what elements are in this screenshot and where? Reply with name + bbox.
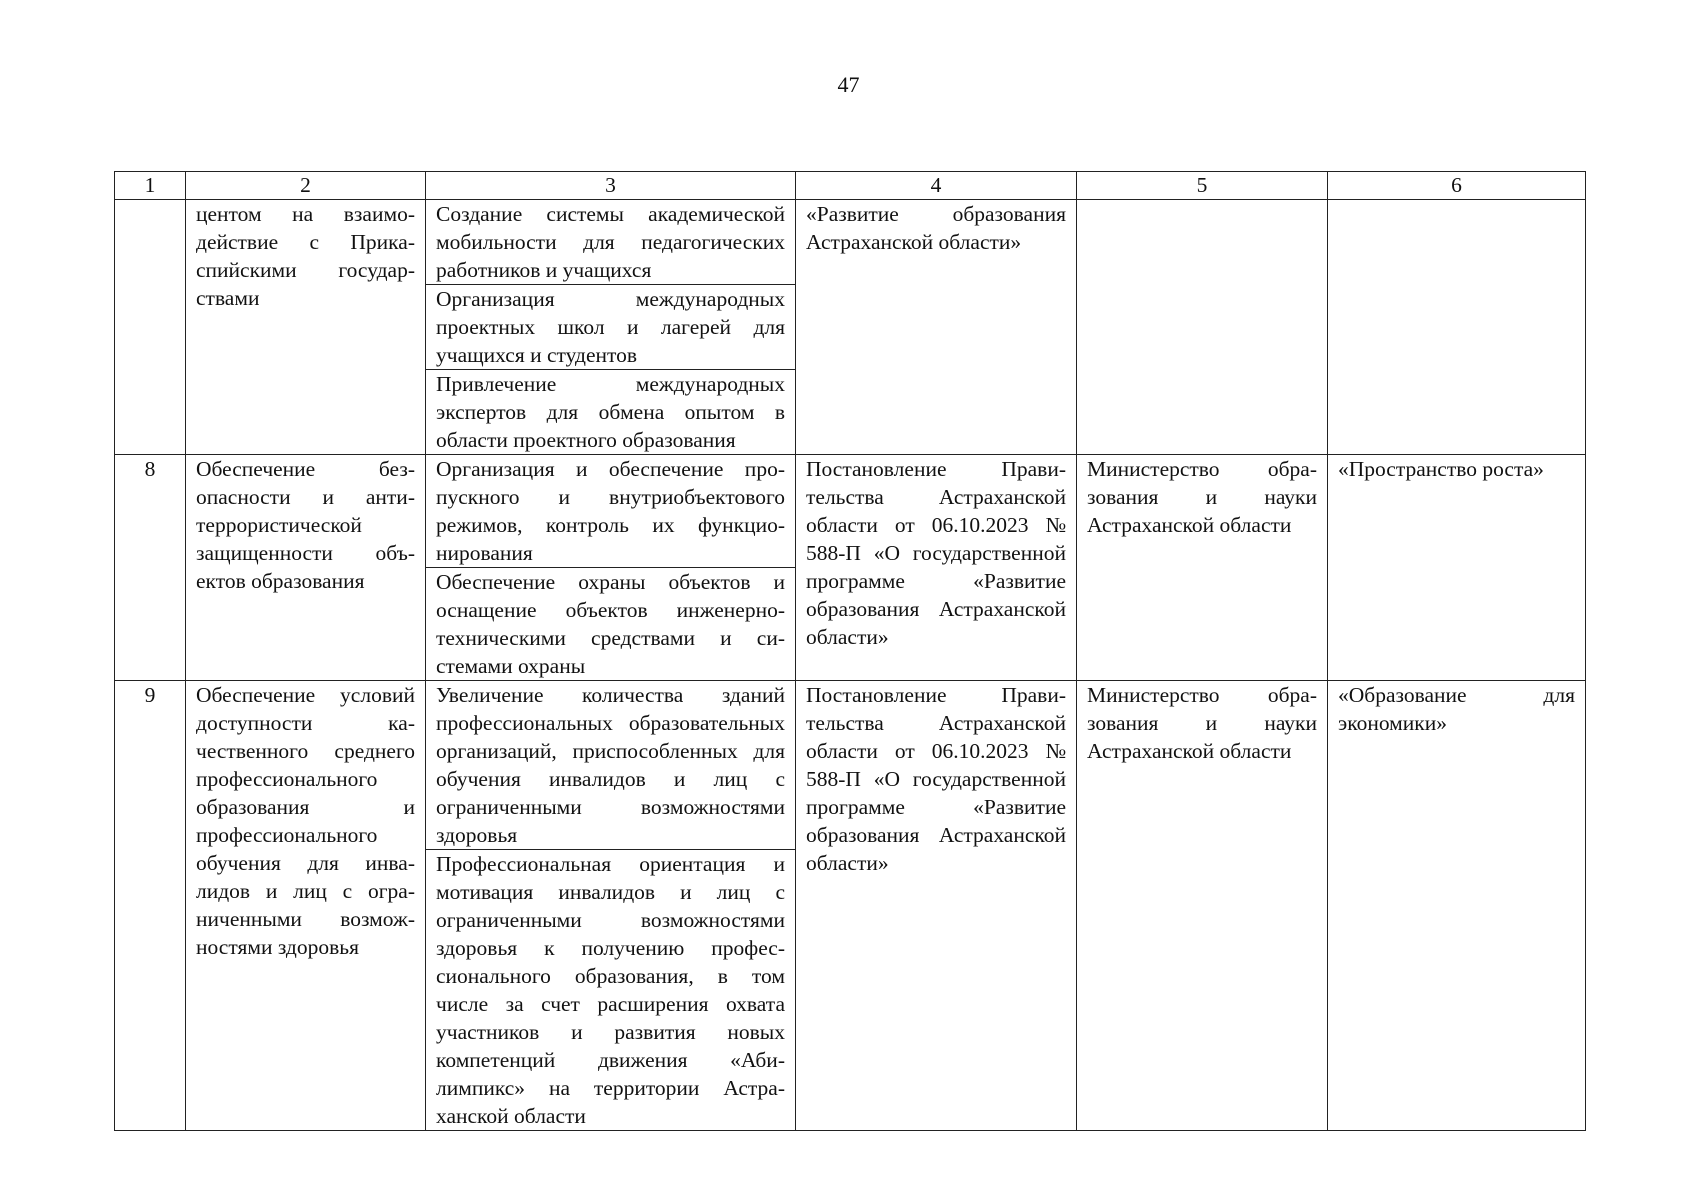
executor-cell: Министерство образования и науки Астраханской области xyxy=(1077,681,1328,1131)
header-cell: 4 xyxy=(796,172,1077,200)
page-number: 47 xyxy=(837,72,860,97)
task-cell: Обеспечение условий доступности качественного среднего профессионального образования и профессионального обучения для инвалидов и лиц с ограниченными возможностями здоровья xyxy=(186,681,426,1131)
table-row xyxy=(115,455,1586,681)
header-cell: 6 xyxy=(1328,172,1586,200)
header-cell: 1 xyxy=(115,172,186,200)
project-cell: «Пространство роста» xyxy=(1328,455,1586,681)
measure-item: Привлечение международных экспертов для обмена опытом в области проектного образования xyxy=(426,369,795,454)
measure-item: Обеспечение охраны объектов и оснащение объектов инженерно-техническими средствами и системами охраны xyxy=(426,567,795,680)
document-cell: «Развитие образования Астраханской области» xyxy=(796,200,1077,455)
measures-cell xyxy=(426,681,796,1131)
header-cell: 2 xyxy=(186,172,426,200)
measure-item: Профессиональная ориентация и мотивация инвалидов и лиц с ограниченными возможностями здоровья к получению профессионального образования, в том числе за счет расширения охвата участников и развития новых компетенций движения «Абилимпикс» на территории Астраханской области xyxy=(426,849,795,1130)
document-cell: Постановление Правительства Астраханской области от 06.10.2023 № 588-П «О государственной программе «Развитие образования Астраханской области» xyxy=(796,455,1077,681)
header-cell: 3 xyxy=(426,172,796,200)
row-number: 9 xyxy=(115,681,186,1131)
measures-cell xyxy=(426,200,796,455)
project-cell xyxy=(1328,200,1586,455)
measure-item: Создание системы академической мобильности для педагогических работников и учащихся xyxy=(436,202,785,282)
header-cell: 5 xyxy=(1077,172,1328,200)
measure-item: Увеличение количества зданий профессиональных образовательных организаций, приспособленных для обучения инвалидов и лиц с ограниченными возможностями здоровья xyxy=(436,683,785,847)
table-row xyxy=(115,681,1586,1131)
measure-item: Организация международных проектных школ и лагерей для учащихся и студентов xyxy=(426,284,795,369)
measures-table xyxy=(114,171,1586,1131)
measures-cell xyxy=(426,455,796,681)
document-cell: Постановление Правительства Астраханской области от 06.10.2023 № 588-П «О государственной программе «Развитие образования Астраханской области» xyxy=(796,681,1077,1131)
measure-item: Организация и обеспечение пропускного и внутриобъектового режимов, контроль их функционирования xyxy=(436,457,785,565)
executor-cell xyxy=(1077,200,1328,455)
header-row xyxy=(115,172,1586,200)
table-row xyxy=(115,200,1586,455)
task-cell: Обеспечение безопасности и антитеррористической защищенности объектов образования xyxy=(186,455,426,681)
task-cell: центом на взаимодействие с Прикаспийскими государствами xyxy=(186,200,426,455)
row-number: 8 xyxy=(115,455,186,681)
row-number xyxy=(115,200,186,455)
executor-cell: Министерство образования и науки Астраханской области xyxy=(1077,455,1328,681)
project-cell: «Образование для экономики» xyxy=(1328,681,1586,1131)
